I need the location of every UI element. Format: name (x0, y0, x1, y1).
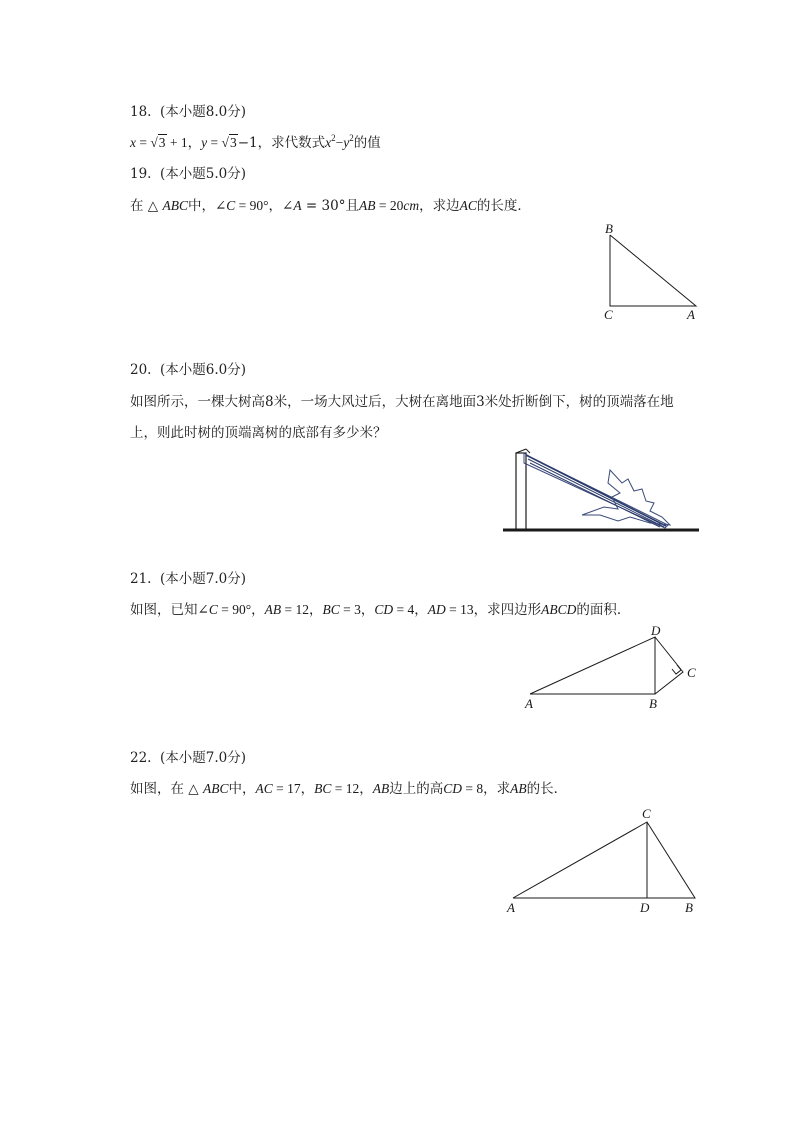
question-21-text (130, 601, 630, 619)
question-21-header (130, 570, 246, 588)
math-var: x (130, 135, 136, 150)
question-score: (本小题5.0分) (160, 166, 247, 182)
math-var: x (325, 135, 332, 150)
math-var: AC (459, 198, 477, 213)
question-text: 如图，已知∠ (130, 602, 209, 618)
math-radicand: 3 (158, 135, 166, 150)
vertex-label-c: C (604, 307, 613, 322)
math-var: BC (314, 781, 332, 796)
math-var: y (343, 135, 350, 150)
question-number: 19. (130, 166, 152, 182)
quadrilateral-figure-21 (520, 622, 710, 712)
math-op: − (335, 135, 344, 150)
triangle-figure-19 (595, 220, 715, 330)
question-number: 21. (130, 571, 152, 587)
vertex-label-a: A (687, 307, 695, 322)
math-var: ABCD (541, 602, 577, 617)
math-var: C (208, 602, 218, 617)
math-var: C (226, 198, 236, 213)
question-22-text (130, 780, 567, 798)
math-op: = 12， (281, 602, 323, 617)
question-text: 的面积． (576, 602, 631, 618)
math-var: AB (372, 781, 390, 796)
question-text: −1，求代数式 (237, 135, 326, 151)
question-20-text-line2: 上，则此时树的顶端离树的底部有多少米？ (130, 425, 387, 441)
question-text: 如图，在 △ (130, 781, 203, 797)
vertex-label-b: B (605, 221, 613, 236)
vertex-label-c: C (642, 806, 651, 821)
math-var: ABC (162, 198, 188, 213)
question-19-text (130, 197, 531, 215)
vertex-label-a: A (507, 900, 515, 915)
broken-tree-figure (500, 445, 700, 540)
foot-label-d: D (640, 900, 650, 915)
vertex-label-d: D (651, 623, 661, 638)
question-text: ，求边 (419, 198, 460, 214)
question-20-text-line1: 如图所示，一棵大树高8米，一场大风过后，大树在离地面3米处折断倒下，树的顶端落在地 (130, 394, 674, 410)
math-exponent: 2 (331, 133, 336, 143)
question-text: 中， (228, 781, 256, 797)
triangle-figure-22 (500, 805, 710, 920)
vertex-label-a: A (525, 696, 533, 711)
question-text: 边上的高 (389, 781, 444, 797)
question-score: (本小题8.0分) (160, 104, 247, 120)
math-var: AB (510, 781, 527, 796)
question-text: 的长． (526, 781, 568, 797)
question-score: (本小题6.0分) (160, 362, 247, 378)
math-radicand: 3 (229, 135, 237, 150)
question-text: 的值 (353, 135, 381, 151)
vertex-label-c: C (687, 665, 696, 680)
math-var: cm (403, 198, 420, 213)
math-op: = 3， (339, 602, 375, 617)
question-text: 的长度． (476, 198, 531, 214)
math-op: = 4， (393, 602, 428, 617)
vertex-label-b: B (685, 900, 693, 915)
question-score: (本小题7.0分) (160, 750, 247, 766)
math-var: BC (322, 602, 340, 617)
math-exponent: 2 (349, 133, 354, 143)
math-op: = 17， (272, 781, 315, 796)
math-var: AB (358, 198, 376, 213)
question-22-header (130, 749, 246, 767)
question-text: 在 △ (130, 198, 163, 214)
math-op: = 8，求 (462, 781, 511, 796)
question-18-text (130, 134, 381, 152)
math-op: + 1， (166, 135, 202, 150)
math-op: = 12， (331, 781, 373, 796)
question-text: = 30°且 (301, 198, 359, 214)
math-var: CD (374, 602, 394, 617)
question-text: 中，∠ (187, 198, 227, 214)
question-19-header (130, 165, 246, 183)
question-number: 20. (130, 362, 152, 378)
question-score: (本小题7.0分) (160, 571, 247, 587)
question-number: 18. (130, 104, 152, 120)
math-op: = 20 (375, 198, 404, 213)
question-20-header (130, 361, 246, 379)
vertex-label-b: B (649, 696, 657, 711)
math-var: AB (264, 602, 282, 617)
question-18-header (130, 103, 246, 121)
math-var: AD (427, 602, 446, 617)
math-op: = √ (207, 135, 229, 150)
math-var: CD (443, 781, 463, 796)
math-var: A (293, 198, 302, 213)
math-op: = 90°， (217, 602, 265, 617)
math-op: = 90°，∠ (235, 198, 294, 213)
math-op: = √ (136, 135, 158, 150)
math-var: AC (255, 781, 273, 796)
question-number: 22. (130, 750, 152, 766)
math-var: y (201, 135, 208, 150)
math-op: = 13，求四边形 (445, 602, 542, 617)
math-var: ABC (202, 781, 229, 796)
